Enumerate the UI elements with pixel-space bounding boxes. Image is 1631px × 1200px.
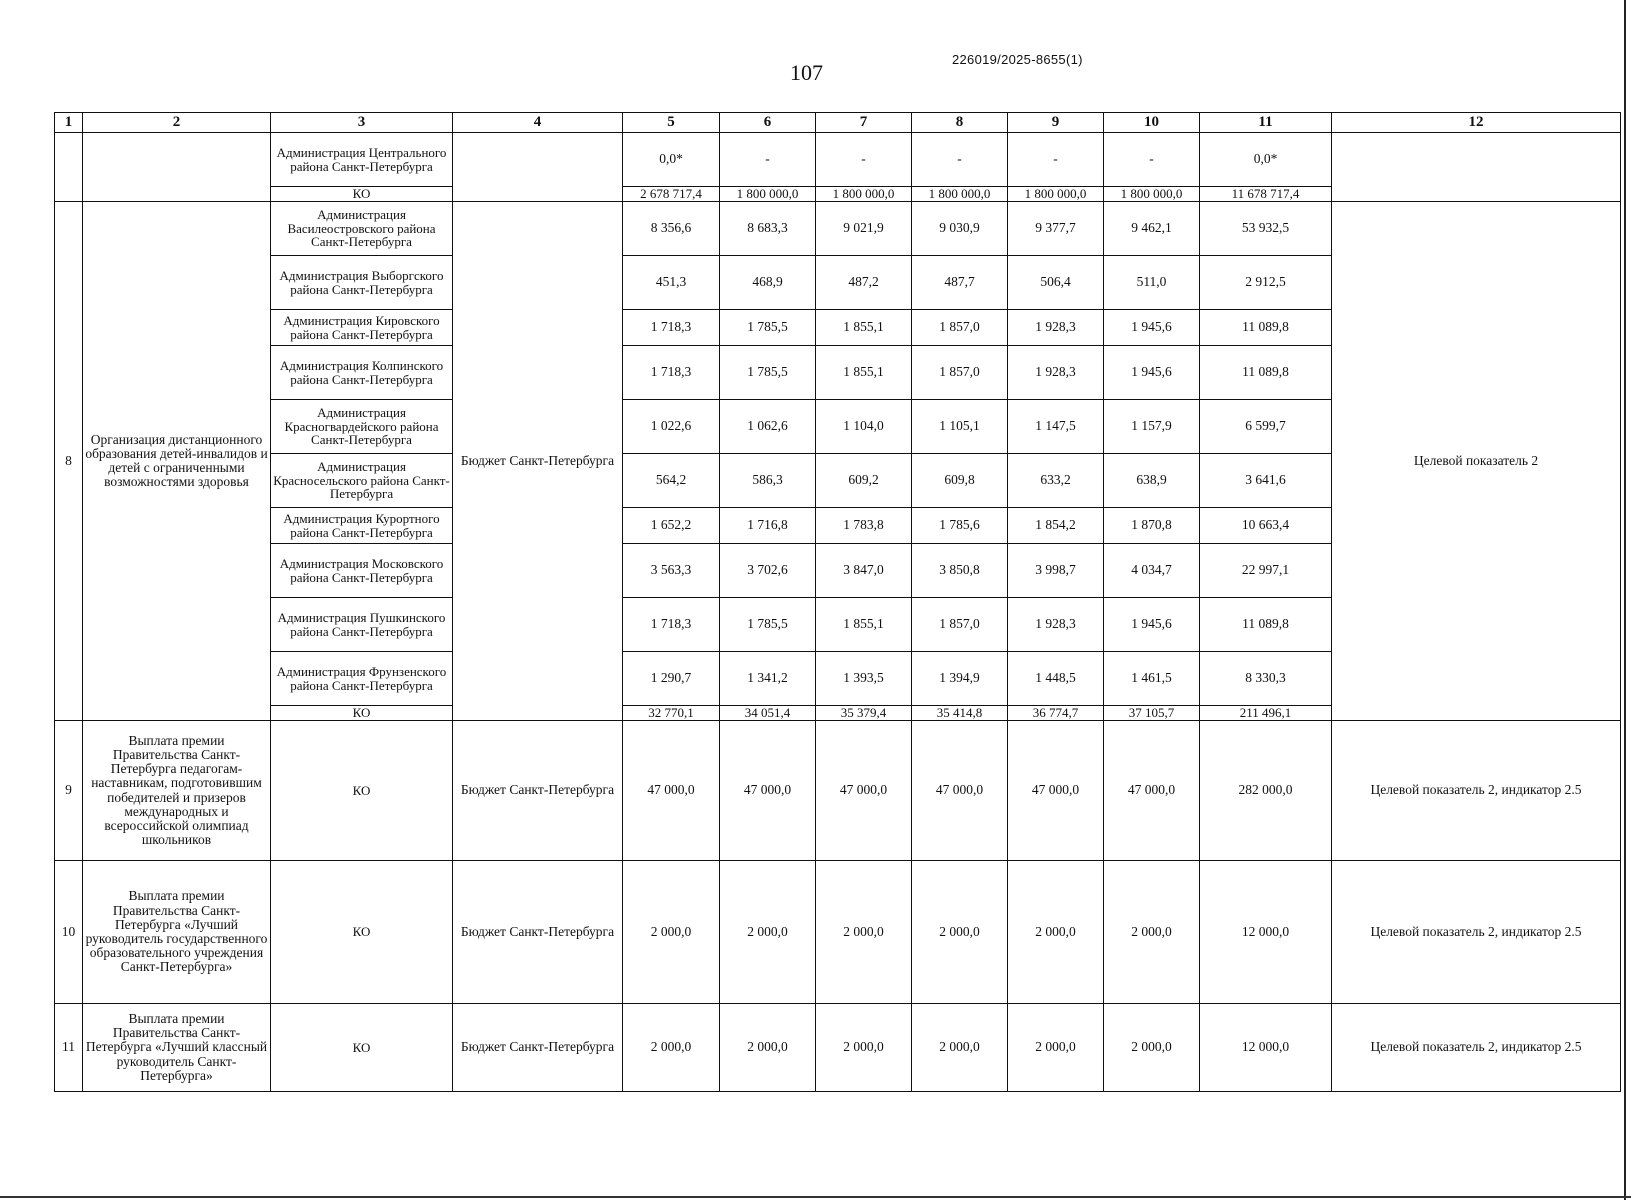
- total-cell: 8 330,3: [1200, 652, 1332, 706]
- page-number: 107: [790, 60, 823, 85]
- value-cell: 1 854,2: [1008, 508, 1104, 544]
- value-cell: 2 000,0: [1104, 1004, 1200, 1092]
- executor-cell: Администрация Колпинского района Санкт-Петербурга: [271, 346, 453, 400]
- value-cell: 1 394,9: [912, 652, 1008, 706]
- total-cell: 211 496,1: [1200, 706, 1332, 721]
- funding-source-cell: Бюджет Санкт-Петербурга: [453, 721, 623, 861]
- value-cell: 9 377,7: [1008, 202, 1104, 256]
- scan-right-border: [1624, 0, 1626, 1200]
- value-cell: 3 702,6: [720, 544, 816, 598]
- value-cell: 633,2: [1008, 454, 1104, 508]
- value-cell: 2 000,0: [1008, 1004, 1104, 1092]
- funding-source-cell: Бюджет Санкт-Петербурга: [453, 861, 623, 1004]
- total-cell: 6 599,7: [1200, 400, 1332, 454]
- value-cell: 1 928,3: [1008, 310, 1104, 346]
- column-header: 11: [1200, 113, 1332, 133]
- total-cell: 11 089,8: [1200, 346, 1332, 400]
- value-cell: 1 785,5: [720, 346, 816, 400]
- value-cell: 1 800 000,0: [912, 187, 1008, 202]
- total-cell: 53 932,5: [1200, 202, 1332, 256]
- executor-cell: Администрация Красносельского района Санкт-Петербурга: [271, 454, 453, 508]
- value-cell: 1 800 000,0: [816, 187, 912, 202]
- value-cell: 487,2: [816, 256, 912, 310]
- column-header: 10: [1104, 113, 1200, 133]
- value-cell: 609,2: [816, 454, 912, 508]
- value-cell: 1 716,8: [720, 508, 816, 544]
- total-cell: 2 912,5: [1200, 256, 1332, 310]
- indicator-cell: Целевой показатель 2, индикатор 2.5: [1332, 861, 1621, 1004]
- value-cell: 1 147,5: [1008, 400, 1104, 454]
- table-row: [55, 861, 1621, 1004]
- value-cell: 3 847,0: [816, 544, 912, 598]
- value-cell: 2 000,0: [912, 861, 1008, 1004]
- value-cell: 1 448,5: [1008, 652, 1104, 706]
- value-cell: 451,3: [623, 256, 720, 310]
- value-cell: 2 000,0: [816, 861, 912, 1004]
- value-cell: 9 030,9: [912, 202, 1008, 256]
- executor-cell: КО: [271, 1004, 453, 1092]
- total-cell: 3 641,6: [1200, 454, 1332, 508]
- indicator-cell: Целевой показатель 2: [1332, 202, 1621, 721]
- value-cell: 1 945,6: [1104, 346, 1200, 400]
- executor-cell: Администрация Московского района Санкт-Петербурга: [271, 544, 453, 598]
- value-cell: 1 785,5: [720, 310, 816, 346]
- executor-cell: КО: [271, 721, 453, 861]
- column-header: 5: [623, 113, 720, 133]
- table-row: [55, 721, 1621, 861]
- value-cell: 1 857,0: [912, 598, 1008, 652]
- value-cell: 1 855,1: [816, 310, 912, 346]
- value-cell: 2 000,0: [720, 861, 816, 1004]
- value-cell: 1 718,3: [623, 310, 720, 346]
- value-cell: 35 414,8: [912, 706, 1008, 721]
- event-name-cell: Организация дистанционного образования детей-инвалидов и детей с ограниченными возможностями здоровья: [83, 202, 271, 721]
- value-cell: 2 000,0: [1008, 861, 1104, 1004]
- value-cell: 1 105,1: [912, 400, 1008, 454]
- document-code: 226019/2025-8655(1): [952, 52, 1083, 67]
- executor-cell: Администрация Василеостровского района Санкт-Петербурга: [271, 202, 453, 256]
- value-cell: 1 945,6: [1104, 310, 1200, 346]
- value-cell: 47 000,0: [623, 721, 720, 861]
- column-header: 12: [1332, 113, 1621, 133]
- value-cell: -: [816, 133, 912, 187]
- column-header: 9: [1008, 113, 1104, 133]
- event-name-cell: Выплата премии Правительства Санкт-Петербурга «Лучший руководитель государственного образовательного учреждения Санкт-Петербурга»: [83, 861, 271, 1004]
- value-cell: 1 461,5: [1104, 652, 1200, 706]
- item-number-cell: 9: [55, 721, 83, 861]
- value-cell: 1 857,0: [912, 346, 1008, 400]
- column-header: 1: [55, 113, 83, 133]
- scan-bottom-border: [0, 1196, 1631, 1198]
- value-cell: 1 718,3: [623, 598, 720, 652]
- value-cell: 9 021,9: [816, 202, 912, 256]
- value-cell: 1 945,6: [1104, 598, 1200, 652]
- value-cell: 1 800 000,0: [720, 187, 816, 202]
- value-cell: 3 563,3: [623, 544, 720, 598]
- total-cell: 10 663,4: [1200, 508, 1332, 544]
- value-cell: 1 341,2: [720, 652, 816, 706]
- value-cell: -: [912, 133, 1008, 187]
- value-cell: 1 157,9: [1104, 400, 1200, 454]
- value-cell: 36 774,7: [1008, 706, 1104, 721]
- value-cell: 2 000,0: [623, 861, 720, 1004]
- value-cell: 1 104,0: [816, 400, 912, 454]
- value-cell: 1 855,1: [816, 598, 912, 652]
- item-number-cell: 8: [55, 202, 83, 721]
- value-cell: 8 683,3: [720, 202, 816, 256]
- column-header: 7: [816, 113, 912, 133]
- executor-cell: КО: [271, 706, 453, 721]
- value-cell: 2 678 717,4: [623, 187, 720, 202]
- value-cell: 586,3: [720, 454, 816, 508]
- executor-cell: КО: [271, 861, 453, 1004]
- value-cell: 1 785,5: [720, 598, 816, 652]
- value-cell: 8 356,6: [623, 202, 720, 256]
- value-cell: 1 022,6: [623, 400, 720, 454]
- value-cell: 1 785,6: [912, 508, 1008, 544]
- total-cell: 282 000,0: [1200, 721, 1332, 861]
- executor-cell: Администрация Кировского района Санкт-Петербурга: [271, 310, 453, 346]
- funding-source-cell: Бюджет Санкт-Петербурга: [453, 202, 623, 721]
- indicator-cell: [1332, 133, 1621, 202]
- total-cell: 12 000,0: [1200, 1004, 1332, 1092]
- value-cell: 609,8: [912, 454, 1008, 508]
- table-row: [55, 202, 1621, 256]
- value-cell: 1 857,0: [912, 310, 1008, 346]
- value-cell: 0,0*: [623, 133, 720, 187]
- total-cell: 11 678 717,4: [1200, 187, 1332, 202]
- total-cell: 11 089,8: [1200, 310, 1332, 346]
- total-cell: 11 089,8: [1200, 598, 1332, 652]
- value-cell: 35 379,4: [816, 706, 912, 721]
- column-header: 4: [453, 113, 623, 133]
- executor-cell: Администрация Пушкинского района Санкт-Петербурга: [271, 598, 453, 652]
- value-cell: 34 051,4: [720, 706, 816, 721]
- column-number-row: [55, 113, 1621, 133]
- value-cell: 9 462,1: [1104, 202, 1200, 256]
- value-cell: 1 783,8: [816, 508, 912, 544]
- value-cell: 47 000,0: [1104, 721, 1200, 861]
- column-header: 2: [83, 113, 271, 133]
- column-header: 3: [271, 113, 453, 133]
- value-cell: -: [1008, 133, 1104, 187]
- value-cell: 3 998,7: [1008, 544, 1104, 598]
- value-cell: 37 105,7: [1104, 706, 1200, 721]
- event-name-cell: Выплата премии Правительства Санкт-Петербурга «Лучший классный руководитель Санкт-Петербурга»: [83, 1004, 271, 1092]
- event-name-cell: [83, 133, 271, 202]
- value-cell: 511,0: [1104, 256, 1200, 310]
- value-cell: 47 000,0: [1008, 721, 1104, 861]
- table-row: [55, 1004, 1621, 1092]
- item-number-cell: 10: [55, 861, 83, 1004]
- indicator-cell: Целевой показатель 2, индикатор 2.5: [1332, 721, 1621, 861]
- value-cell: 1 928,3: [1008, 598, 1104, 652]
- value-cell: 2 000,0: [1104, 861, 1200, 1004]
- value-cell: 564,2: [623, 454, 720, 508]
- value-cell: 4 034,7: [1104, 544, 1200, 598]
- indicator-cell: Целевой показатель 2, индикатор 2.5: [1332, 1004, 1621, 1092]
- table-row: [55, 133, 1621, 187]
- column-header: 6: [720, 113, 816, 133]
- executor-cell: Администрация Курортного района Санкт-Петербурга: [271, 508, 453, 544]
- value-cell: 1 800 000,0: [1104, 187, 1200, 202]
- value-cell: 2 000,0: [720, 1004, 816, 1092]
- value-cell: 3 850,8: [912, 544, 1008, 598]
- funding-source-cell: [453, 133, 623, 202]
- value-cell: 47 000,0: [720, 721, 816, 861]
- executor-cell: Администрация Красногвардейского района Санкт-Петербурга: [271, 400, 453, 454]
- value-cell: 32 770,1: [623, 706, 720, 721]
- value-cell: 1 062,6: [720, 400, 816, 454]
- value-cell: 468,9: [720, 256, 816, 310]
- value-cell: 1 652,2: [623, 508, 720, 544]
- value-cell: -: [720, 133, 816, 187]
- value-cell: 47 000,0: [912, 721, 1008, 861]
- budget-table: [54, 112, 1621, 1092]
- value-cell: 2 000,0: [816, 1004, 912, 1092]
- value-cell: 506,4: [1008, 256, 1104, 310]
- executor-cell: Администрация Центрального района Санкт-Петербурга: [271, 133, 453, 187]
- total-cell: 12 000,0: [1200, 861, 1332, 1004]
- value-cell: 1 855,1: [816, 346, 912, 400]
- funding-source-cell: Бюджет Санкт-Петербурга: [453, 1004, 623, 1092]
- value-cell: 1 928,3: [1008, 346, 1104, 400]
- value-cell: 487,7: [912, 256, 1008, 310]
- value-cell: 2 000,0: [912, 1004, 1008, 1092]
- executor-cell: Администрация Фрунзенского района Санкт-Петербурга: [271, 652, 453, 706]
- value-cell: 638,9: [1104, 454, 1200, 508]
- value-cell: 1 870,8: [1104, 508, 1200, 544]
- value-cell: 1 393,5: [816, 652, 912, 706]
- item-number-cell: [55, 133, 83, 202]
- value-cell: -: [1104, 133, 1200, 187]
- executor-cell: КО: [271, 187, 453, 202]
- value-cell: 1 718,3: [623, 346, 720, 400]
- total-cell: 0,0*: [1200, 133, 1332, 187]
- column-header: 8: [912, 113, 1008, 133]
- value-cell: 2 000,0: [623, 1004, 720, 1092]
- event-name-cell: Выплата премии Правительства Санкт-Петербурга педагогам-наставникам, подготовившим победителей и призеров международных и всероссийской олимпиад школьников: [83, 721, 271, 861]
- value-cell: 47 000,0: [816, 721, 912, 861]
- total-cell: 22 997,1: [1200, 544, 1332, 598]
- executor-cell: Администрация Выборгского района Санкт-Петербурга: [271, 256, 453, 310]
- item-number-cell: 11: [55, 1004, 83, 1092]
- value-cell: 1 290,7: [623, 652, 720, 706]
- value-cell: 1 800 000,0: [1008, 187, 1104, 202]
